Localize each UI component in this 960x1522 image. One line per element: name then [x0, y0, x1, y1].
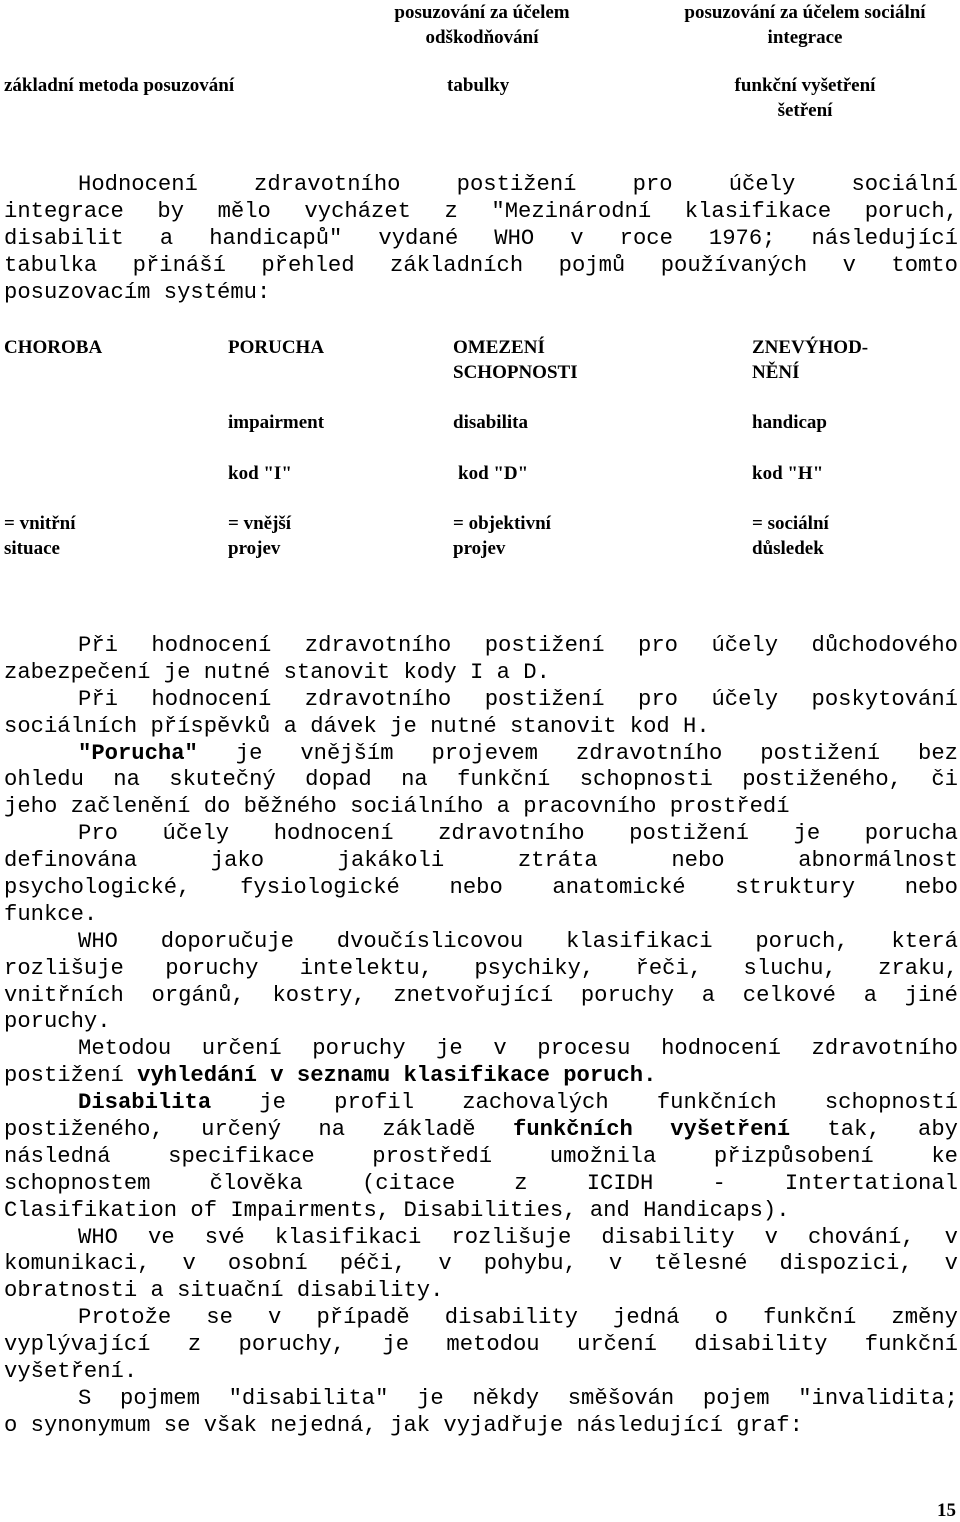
intro-line: Hodnocení zdravotního postižení pro účely sociální [78, 172, 958, 197]
body-line: Clasifikation of Impairments, Disabilities, and Handicaps). [4, 1197, 790, 1223]
body-line: vnitřních orgánů, kostry, znetvořující poruchy a celkové a jiné [4, 982, 958, 1008]
body-line-text: je profil zachovalých funkčních schopností [211, 1090, 958, 1116]
header-col2-line2: integrace [767, 27, 843, 48]
body-text [4, 633, 958, 1440]
row2-tables: tabulky [447, 75, 510, 96]
porucha-term: "Porucha" [78, 740, 198, 766]
table-meaning-text: = sociální [752, 513, 829, 534]
body-line: rozlišuje poruchy intelektu, psychiky, řeči, sluchu, zraku, [4, 955, 958, 981]
body-line: definována jako jakákoli ztráta nebo abnormálnost [4, 848, 958, 874]
table-header-text: CHOROBA [4, 337, 103, 358]
body-line-text: postiženého, určený na základě [4, 1117, 513, 1143]
body-line: WHO ve své klasifikaci rozlišuje disability v chování, v [78, 1224, 958, 1250]
table-meaning-text: projev [228, 538, 281, 559]
table-meaning-porucha [228, 511, 291, 561]
row2-functional-line2: šetření [777, 100, 833, 121]
body-line-text: tak, aby [790, 1117, 958, 1143]
row2-basic-method: základní metoda posuzování [4, 75, 235, 96]
table-header-text: NĚNÍ [752, 362, 800, 383]
table-header-porucha [228, 335, 324, 360]
body-line: vyplývající z poruchy, je metodou určení disability funkční [4, 1332, 958, 1358]
table-meaning-text: projev [453, 538, 506, 559]
header-col1 [370, 0, 594, 50]
table-header-text: PORUCHA [228, 337, 325, 358]
body-line-text: je vnějším projevem zdravotního postižení bez [197, 740, 958, 766]
row2-functional-line1: funkční vyšetření [734, 75, 876, 96]
header-col2 [660, 0, 950, 50]
intro-line: tabulka přináší přehled základních pojmů používaných v tomto [4, 252, 958, 278]
table-header-choroba [4, 335, 102, 360]
table-header-text: OMEZENÍ [453, 337, 545, 358]
intro-line: integrace by mělo vycházet z "Mezinárodní klasifikace poruch, [4, 198, 958, 224]
table-term-disabilita: disabilita [453, 412, 528, 433]
table-term-impairment: impairment [228, 412, 325, 433]
body-line: o synonymum se však nejedná, jak vyjadřuje následující graf: [4, 1412, 803, 1438]
header-col1-line1: posuzování za účelem [394, 2, 570, 23]
intro-line: disabilit a handicapů" vydané WHO v roce 1976; následující [4, 225, 958, 251]
header-col2-line1: posuzování za účelem sociální [684, 2, 926, 23]
table-meaning-omezeni [453, 511, 551, 561]
page-number: 15 [937, 1500, 956, 1521]
table-code-h: kod "H" [752, 463, 824, 484]
table-code-i: kod "I" [228, 463, 292, 484]
table-header-text: SCHOPNOSTI [453, 362, 578, 383]
table-term-handicap: handicap [752, 412, 827, 433]
body-line: Protože se v případě disability jedná o funkční změny [78, 1305, 958, 1331]
intro-paragraph [4, 172, 958, 306]
table-meaning-text: = vnitřní [4, 513, 76, 534]
body-line: funkce. [4, 901, 98, 927]
body-line: jeho začlenění do běžného sociálního a pracovního prostředí [4, 794, 790, 820]
body-line: poruchy. [4, 1009, 111, 1035]
body-line: Při hodnocení zdravotního postižení pro účely důchodového [78, 633, 958, 658]
table-header-text: ZNEVÝHOD- [752, 337, 869, 358]
body-line: Pro účely hodnocení zdravotního postižení je porucha [78, 821, 958, 847]
body-line-text: postižení [4, 1063, 138, 1089]
table-meaning-text: = vnější [228, 513, 292, 534]
table-header-omezeni [453, 335, 578, 385]
body-line: Metodou určení poruchy je v procesu hodnocení zdravotního [78, 1036, 958, 1062]
body-line: následná specifikace prostředí umožnila přizpůsobení ke [4, 1143, 958, 1169]
body-line: WHO doporučuje dvoučíslicovou klasifikaci poruch, která [78, 928, 958, 954]
table-meaning-text: = objektivní [453, 513, 551, 534]
body-line: psychologické, fysiologické nebo anatomické struktury nebo [4, 875, 958, 901]
table-meaning-znevyhodneni [752, 511, 829, 561]
body-line [4, 1117, 958, 1144]
table-meaning-text: situace [4, 538, 60, 559]
body-line: vyšetření. [4, 1359, 138, 1385]
table-header-znevyhodneni [752, 335, 868, 385]
body-line [4, 1063, 958, 1090]
body-line [4, 741, 958, 768]
body-line: obratnosti a situační disability. [4, 1278, 444, 1304]
body-line: zabezpečení je nutné stanovit kody I a D. [4, 659, 550, 685]
row2-functional [712, 73, 898, 123]
emphasis-text: vyhledání v seznamu klasifikace poruch. [137, 1063, 657, 1089]
table-code-d: kod "D" [458, 463, 529, 484]
header-col1-line2: odškodňování [425, 27, 539, 48]
body-line: S pojmem "disabilita" je někdy směšován pojem "invalidita; [78, 1385, 958, 1411]
emphasis-text: funkčních vyšetření [513, 1117, 791, 1143]
body-line: schopnostem člověka (citace z ICIDH - Intertational [4, 1170, 958, 1196]
body-line: komunikaci, v osobní péči, v pohybu, v tělesné dispozici, v [4, 1251, 958, 1277]
disabilita-term: Disabilita [78, 1090, 212, 1116]
table-meaning-choroba [4, 511, 76, 561]
body-line: Při hodnocení zdravotního postižení pro účely poskytování [78, 686, 958, 712]
body-line: ohledu na skutečný dopad na funkční schopnosti postiženého, či [4, 767, 958, 793]
table-meaning-text: důsledek [752, 538, 824, 559]
body-line: sociálních příspěvků a dávek je nutné stanovit kod H. [4, 713, 710, 739]
body-line [4, 1090, 958, 1117]
intro-line: posuzovacím systému: [4, 279, 271, 305]
